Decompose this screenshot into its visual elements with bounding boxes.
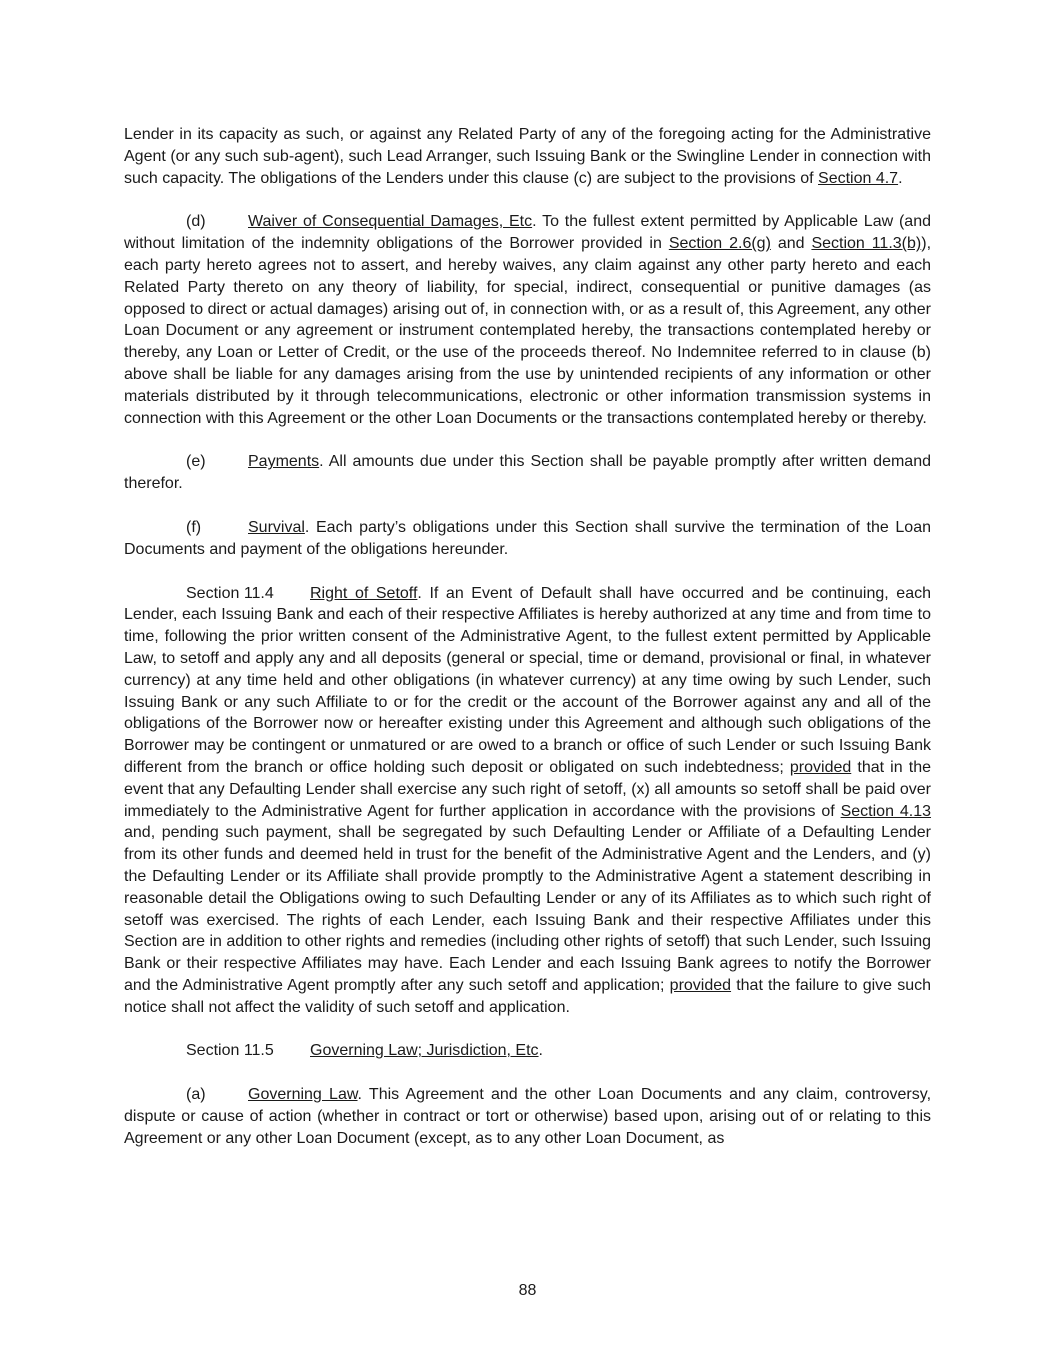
body-text: and, pending such payment, shall be segregated by such Defaulting Lender or Affiliate of a Defaulting Lender from its other funds and deemed held in trust for the benefit of the Administrative Agent and the Lenders, and (y) the Defaulting Lender or its Affiliate shall provide promptly to the Administrative Agent a statement describing in reasonable detail the Obligations owing to such Defaulting Lender or any of its Affiliates as to which such right of setoff was exercised. The rights of each Lender, each Issuing Bank and their respective Affiliates under this Section are in addition to other rights and remedies (including other rights of setoff) that such Lender, such Issuing Bank or their respective Affiliates may have. Each Lender and each Issuing Bank agrees to notify the Borrower and the Administrative Agent promptly after any such setoff and application; (124, 824, 931, 994)
body-text: Lender in its capacity as such, or against any Related Party of any of the foregoing acting for the Administrative Agent (or any such sub-agent), such Lead Arranger, such Issuing Bank or the Swingline Lender in connection with such capacity. The obligations of the Lenders under this clause (c) are subject to the provisions of (124, 126, 931, 187)
body-text: . (538, 1042, 543, 1060)
body-text: . This Agreement and the other Loan Documents and any claim, controversy, dispute or cause of action (whether in contract or tort or otherwise) based upon, arising out of or relating to this Agreement or any other Loan Document (except, as to any other Loan Document, as (124, 1086, 932, 1147)
body-text: . (898, 169, 903, 187)
section-label: Section 11.5 (186, 1042, 274, 1060)
section-heading: Governing Law; Jurisdiction, Etc (310, 1042, 539, 1060)
clause-label: (f) (186, 518, 202, 536)
proviso-term: provided (669, 976, 732, 994)
proviso-term: provided (789, 758, 852, 776)
document-page (124, 124, 931, 1172)
paragraph-d (124, 211, 931, 429)
body-text: that in the event that any Defaulting Lender shall exercise any such right of setoff, (x) all amounts so setoff shall be paid over immediately to the Administrative Agent for further application in accordance with the provisions of (124, 758, 931, 820)
paragraph-a (124, 1084, 931, 1149)
clause-label: (d) (186, 213, 206, 231)
body-text: and (770, 235, 812, 253)
section-heading: Right of Setoff (310, 584, 418, 602)
section-reference: Section 4.7 (818, 169, 899, 187)
body-text: . Each party’s obligations under this Section shall survive the termination of the Loan Documents and payment of the obligations hereunder. (124, 518, 931, 558)
paragraph-f (124, 517, 931, 561)
section-11-5 (124, 1040, 931, 1062)
body-text: . To the fullest extent permitted by Applicable Law (and without limitation of the indemnity obligations of the Borrower provided in (124, 213, 931, 253)
paragraph-e (124, 451, 931, 495)
section-reference: Section 4.13 (840, 802, 932, 820)
page-number: 88 (518, 1282, 537, 1299)
section-label: Section 11.4 (186, 584, 274, 602)
clause-heading: Survival (248, 518, 305, 536)
section-11-4 (124, 583, 931, 1019)
clause-heading: Governing Law (248, 1086, 358, 1104)
section-reference: Section 2.6(g) (668, 235, 771, 253)
paragraph-c-continued (124, 124, 931, 189)
section-reference: Section 11.3(b) (811, 235, 922, 253)
body-text: ), each party hereto agrees not to assert, and hereby waives, any claim against any other party hereto and each Related Party thereto on any theory of liability, for special, indirect, consequential or punitive damages (as opposed to direct or actual damages) arising out of, in connection with, or as a result of, this Agreement, any other Loan Document or any agreement or instrument contemplated hereby, the transactions contemplated hereby or thereby, any Loan or Letter of Credit, or the use of the proceeds thereof. No Indemnitee referred to in clause (b) above shall be liable for any damages arising from the use by unintended recipients of any information or other materials distributed by it through telecommunications, electronic or other information transmission systems in connection with this Agreement or the other Loan Documents or the transactions contemplated hereby or thereby. (124, 235, 932, 427)
body-text: . If an Event of Default shall have occurred and be continuing, each Lender, each Issuing Bank and each of their respective Affiliates is hereby authorized at any time and from time to time, following the prior written consent of the Administrative Agent, to the fullest extent permitted by Applicable Law, to setoff and apply any and all deposits (general or special, time or demand, provisional or final, in whatever currency) at any time held and other obligations (in whatever currency) at any time owing by such Lender, such Issuing Bank or any such Affiliate to or for the credit or the account of the Borrower against any and all of the obligations of the Borrower now or hereafter existing under this Agreement and although such obligations of the Borrower may be contingent or unmatured or are owed to a branch or office of such Lender or such Issuing Bank different from the branch or office holding such deposit or obligated on such indebtedness; (124, 584, 932, 776)
clause-label: (e) (186, 453, 206, 471)
body-text: . All amounts due under this Section shall be payable promptly after written demand therefor. (124, 453, 931, 493)
clause-heading: Payments (248, 453, 320, 471)
clause-label: (a) (186, 1086, 206, 1104)
body-text: that the failure to give such notice shall not affect the validity of such setoff and application. (124, 976, 932, 1016)
clause-heading: Waiver of Consequential Damages, Etc (248, 213, 533, 231)
